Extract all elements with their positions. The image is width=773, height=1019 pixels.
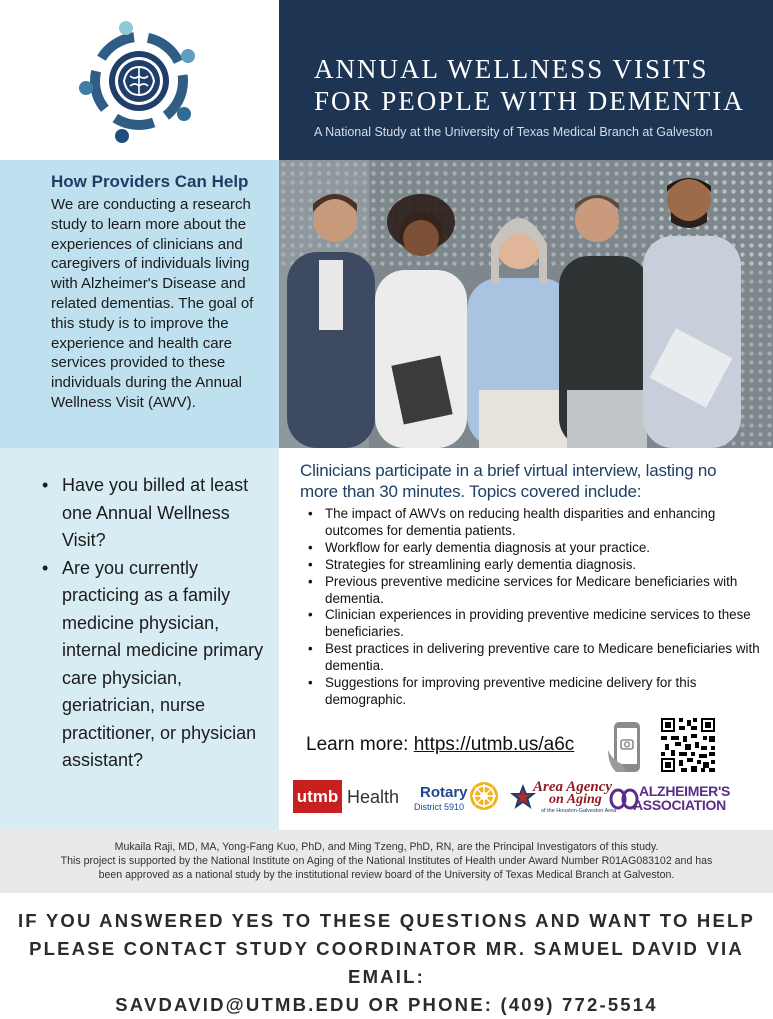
study-details-panel [279, 448, 773, 830]
on-aging-text: on Aging [549, 792, 602, 807]
association-text: ASSOCIATION [633, 797, 726, 813]
help-body: We are conducting a research study to learn more about the experiences of clinicians and caregivers of individuals living with Alzheimer's Disease and related dementias. The goal of this study is to improve the experience and health care services provided to these individuals during the Annual Wellness Visit (AWV). [51, 196, 254, 411]
list-item: • Workflow for early dementia diagnosis at your practice. [325, 540, 765, 557]
aging-region-text: of the Houston-Galveston Area [541, 808, 617, 814]
list-item: • The impact of AWVs on reducing health disparities and enhancing outcomes for dementia patients. [325, 506, 765, 540]
qr-code-icon[interactable] [661, 718, 715, 772]
rotary-wheel-icon [468, 780, 500, 812]
rotary-district: District 5910 [414, 802, 465, 812]
cta-line: IF YOU ANSWERED YES TO THESE QUESTIONS AND WANT TO HELP [17, 910, 756, 931]
header-banner [279, 0, 773, 160]
list-item: • Strategies for streamlining early dementia diagnosis. [325, 557, 765, 574]
page-title-line1: ANNUAL WELLNESS VISITS [314, 54, 709, 84]
list-item: • Have you billed at least one Annual Wellness Visit? [62, 472, 269, 555]
help-heading: How Providers Can Help [51, 172, 249, 191]
list-item: • Are you currently practicing as a family medicine physician, internal medicine primary care physician, geriatrician, nurse practitioner, or physician assistant? [62, 555, 269, 775]
screening-questions-panel [0, 448, 279, 830]
page-subtitle: A National Study at the University of Texas Medical Branch at Galveston [314, 125, 713, 139]
list-item: • Best practices in delivering preventive care to Medicare beneficiaries with dementia. [325, 641, 765, 675]
questions-list [62, 472, 269, 775]
learn-more [306, 734, 574, 756]
logo-area [0, 0, 279, 160]
list-item: • Previous preventive medicine services for Medicare beneficiaries with dementia. [325, 574, 765, 608]
utmb-logo: utmb [293, 780, 342, 813]
brain-people-logo-icon [74, 16, 204, 146]
team-photo [279, 160, 773, 448]
alzheimers-text: ALZHEIMER'S [639, 783, 731, 799]
cta-contact: SAVDAVID@UTMB.EDU OR PHONE: (409) 772-5514 [115, 994, 658, 1015]
credits-line: This project is supported by the National Institute on Aging of the National Institutes of Health under Award Number R01AG083102 and has [60, 855, 713, 867]
page-title-line2: FOR PEOPLE WITH DEMENTIA [314, 86, 745, 116]
utmb-health-text: Health [347, 787, 400, 807]
how-providers-help-panel [0, 160, 279, 448]
credits-line: Mukaila Raji, MD, MA, Yong-Fang Kuo, PhD, and Ming Tzeng, PhD, RN, are the Principal Investigators of this study. [114, 841, 659, 853]
learn-more-label: Learn more: [306, 734, 409, 755]
topics-list [325, 506, 765, 709]
credits-line: been approved as a national study by the institutional review board of the University of Texas Medical Branch at Galveston. [98, 869, 675, 881]
group-of-clinicians-image [279, 160, 773, 448]
phone-camera-icon [608, 720, 648, 776]
learn-more-link[interactable]: https://utmb.us/a6c [413, 734, 575, 755]
study-intro: Clinicians participate in a brief virtual interview, lasting no more than 30 minutes. Topics covered include: [300, 461, 717, 501]
list-item: • Clinician experiences in providing preventive medicine services to these beneficiaries. [325, 607, 765, 641]
credits-footer [0, 830, 773, 893]
rotary-logo-text: Rotary [420, 784, 468, 801]
list-item: • Suggestions for improving preventive medicine delivery for this demographic. [325, 675, 765, 709]
area-agency-text: Area Agency [533, 779, 613, 795]
cta-line: PLEASE CONTACT STUDY COORDINATOR MR. SAMUEL DAVID VIA EMAIL: [29, 938, 744, 987]
partner-logos [293, 780, 763, 820]
call-to-action [0, 893, 773, 1015]
